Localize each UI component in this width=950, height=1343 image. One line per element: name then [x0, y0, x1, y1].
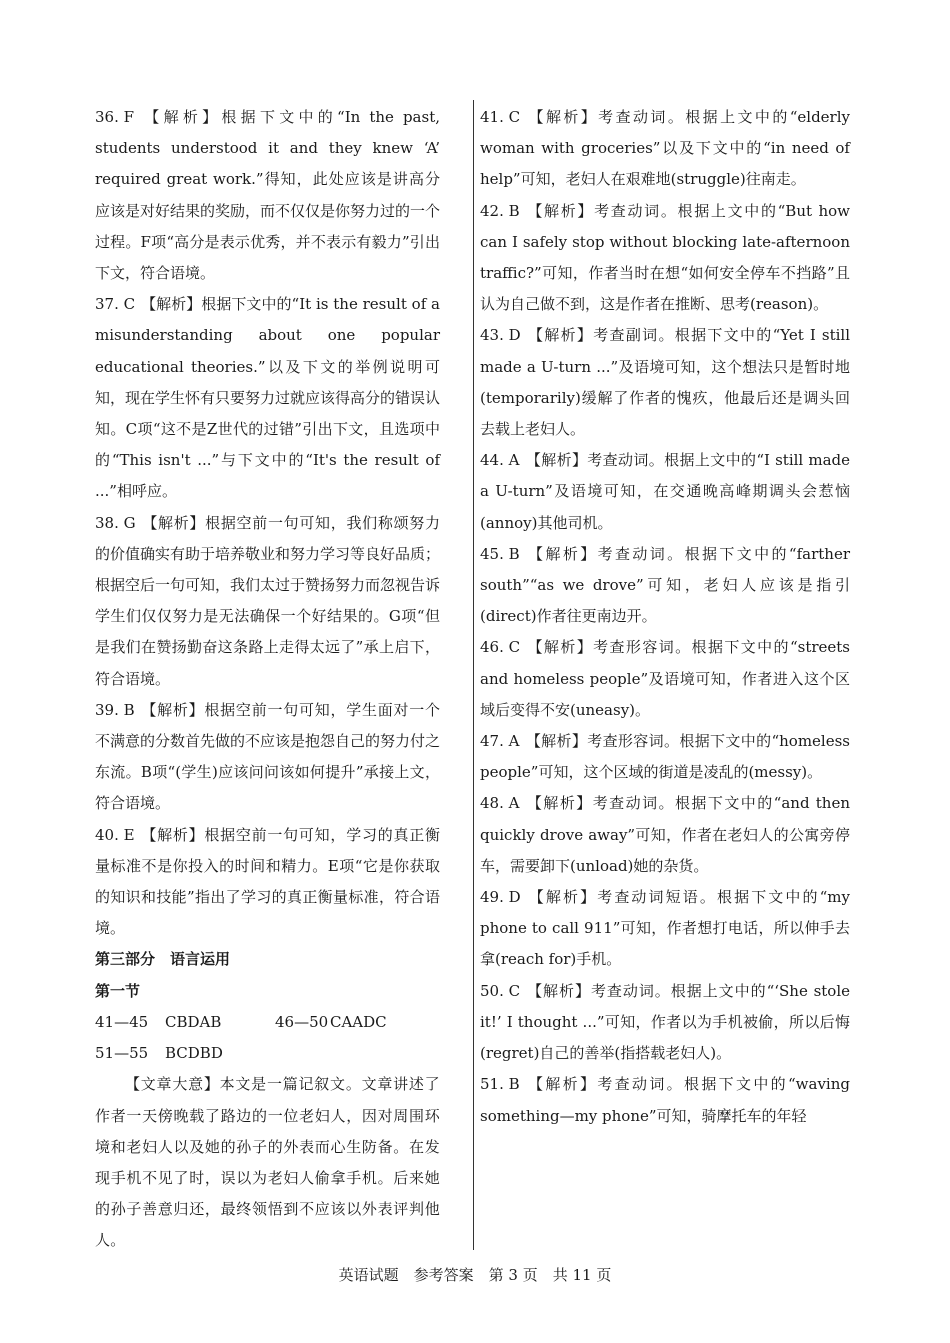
- item-number: 44. A: [480, 451, 520, 470]
- answer-item-42: [480, 196, 850, 321]
- answer-item-37: [95, 289, 440, 507]
- item-explanation: 【解析】考查动词。根据下文中的“waving something—my phone”可知，骑摩托车的年轻: [480, 1075, 850, 1125]
- item-number: 48. A: [480, 794, 520, 813]
- item-explanation: 【解析】考查副词。根据下文中的“Yet I still made a U-turn ...”及语境可知，这个想法只是暂时地(temporarily)缓解了作者的愧疚，他最后还是调头回去载上老妇人。: [480, 326, 850, 439]
- answer-item-49: [480, 882, 850, 976]
- item-number: 47. A: [480, 732, 520, 751]
- item-number: 37. C: [95, 295, 136, 314]
- item-number: 41. C: [480, 108, 521, 126]
- answer-item-43: [480, 320, 850, 445]
- item-number: 40. E: [95, 825, 135, 844]
- answer-letters: CAADC: [330, 1012, 387, 1031]
- column-divider: [473, 100, 474, 1250]
- item-explanation: 【解析】考查动词。根据上文中的“‘She stole it!’ I thought ...”可知，作者以为手机被偷，所以后悔(regret)自己的善举(指搭载老妇人)。: [480, 981, 850, 1063]
- answer-range: 41—45: [95, 1012, 149, 1031]
- item-explanation: 【解析】考查动词。根据上文中的“elderly woman with groceries”以及下文中的“in need of help”可知，老妇人在艰难地(struggle)往南走。: [480, 108, 850, 189]
- item-explanation: 【解析】考查动词短语。根据下文中的“my phone to call 911”可知，作者想打电话，所以伸手去拿(reach for)手机。: [480, 888, 850, 969]
- item-number: 36. F: [95, 108, 135, 126]
- answer-row-1: [95, 1007, 440, 1038]
- item-explanation: 【解析】根据空前一句可知，学习的真正衡量标准不是你投入的时间和精力。E项“它是你获取的知识和技能”指出了学习的真正衡量标准，符合语境。: [95, 825, 440, 938]
- left-column: [95, 102, 440, 1257]
- answer-item-50: [480, 976, 850, 1070]
- answer-row-2: [95, 1038, 440, 1069]
- answer-item-48: [480, 788, 850, 882]
- answer-item-51: [480, 1069, 850, 1131]
- answer-item-44: [480, 445, 850, 539]
- answer-range: 46—50: [275, 1012, 329, 1031]
- item-explanation: 【解析】根据下文中的“It is the result of a misunderstanding about one popular educational theories.”以及下文的举例说明可知，现在学生怀有只要努力过就应该得高分的错误认知。C项“这不是Z世代的过错”引出下文，且选项中的“This isn't ...”与下文中的“It's the result of ...”相呼应。: [95, 295, 441, 501]
- answer-letters: BCDBD: [165, 1044, 223, 1063]
- item-explanation: 【解析】考查形容词。根据下文中的“homeless people”可知，这个区域的街道是凌乱的(messy)。: [480, 732, 850, 782]
- item-number: 46. C: [480, 638, 521, 657]
- answer-range: 51—55: [95, 1044, 149, 1063]
- answer-item-36: [95, 102, 440, 289]
- item-number: 51. B: [480, 1075, 520, 1094]
- item-explanation: 【解析】考查动词。根据下文中的“farther south”“as we drove”可知，老妇人应该是指引(direct)作者往更南边开。: [480, 544, 850, 626]
- answer-item-45: [480, 539, 850, 633]
- answer-item-47: [480, 726, 850, 788]
- answer-key: [95, 1007, 440, 1069]
- item-explanation: 【解析】根据空前一句可知，我们称颂努力的价值确实有助于培养敬业和努力学习等良好品质；根据空后一句可知，我们太过于赞扬努力而忽视告诉学生们仅仅努力是无法确保一个好结果的。G项“但是我们在赞扬勤奋这条路上走得太远了”承上启下，符合语境。: [95, 513, 441, 688]
- answer-item-46: [480, 632, 850, 726]
- answer-item-41: [480, 102, 850, 196]
- answer-item-38: [95, 508, 440, 695]
- item-number: 50. C: [480, 981, 521, 1000]
- page-footer: 英语试题 参考答案 第 3 页 共 11 页: [338, 1266, 612, 1284]
- item-explanation: 【解析】考查动词。根据上文中的“But how can I safely stop without blocking late-afternoon traffic?”可知，作者当时在想“如何安全停车不挡路”且认为自己做不到，这是作者在推断、思考(reason)。: [480, 201, 850, 314]
- answer-item-40: [95, 820, 440, 945]
- item-number: 49. D: [480, 888, 521, 907]
- section-title: 第三部分 语言运用: [95, 950, 231, 969]
- item-number: 38. G: [95, 513, 136, 532]
- item-number: 45. B: [480, 544, 520, 563]
- item-number: 39. B: [95, 700, 135, 719]
- article-summary: 【文章大意】本文是一篇记叙文。文章讲述了作者一天傍晚载了路边的一位老妇人，因对周围环境和老妇人以及她的孙子的外表而心生防备。在发现手机不见了时，误以为老妇人偷拿手机。后来她的孙子善意归还，最终领悟到不应该以外表评判他人。: [95, 1075, 440, 1250]
- answer-item-39: [95, 695, 440, 820]
- item-explanation: 【解析】根据空前一句可知，学生面对一个不满意的分数首先做的不应该是抱怨自己的努力付之东流。B项“(学生)应该问问该如何提升”承接上文，符合语境。: [95, 700, 441, 813]
- item-number: 43. D: [480, 326, 521, 345]
- item-explanation: 【解析】考查动词。根据上文中的“I still made a U-turn”及语境可知，在交通晚高峰期调头会惹恼(annoy)其他司机。: [480, 451, 850, 532]
- subsection-title: 第一节: [95, 981, 141, 1000]
- answer-letters: CBDAB: [165, 1012, 222, 1031]
- item-number: 42. B: [480, 201, 520, 220]
- item-explanation: 【解析】根据下文中的“In the past, students understood it and they knew ‘A’ required great work.”得知，此处应该是讲高分应该是对好结果的奖励，而不仅仅是你努力过的一个过程。F项“高分是表示优秀，并不表示有毅力”引出下文，符合语境。: [95, 108, 441, 283]
- right-column: [480, 102, 850, 1132]
- item-explanation: 【解析】考查动词。根据下文中的“and then quickly drove away”可知，作者在老妇人的公寓旁停车，需要卸下(unload)她的杂货。: [480, 794, 850, 875]
- item-explanation: 【解析】考查形容词。根据下文中的“streets and homeless people”及语境可知，作者进入这个区域后变得不安(uneasy)。: [480, 638, 850, 719]
